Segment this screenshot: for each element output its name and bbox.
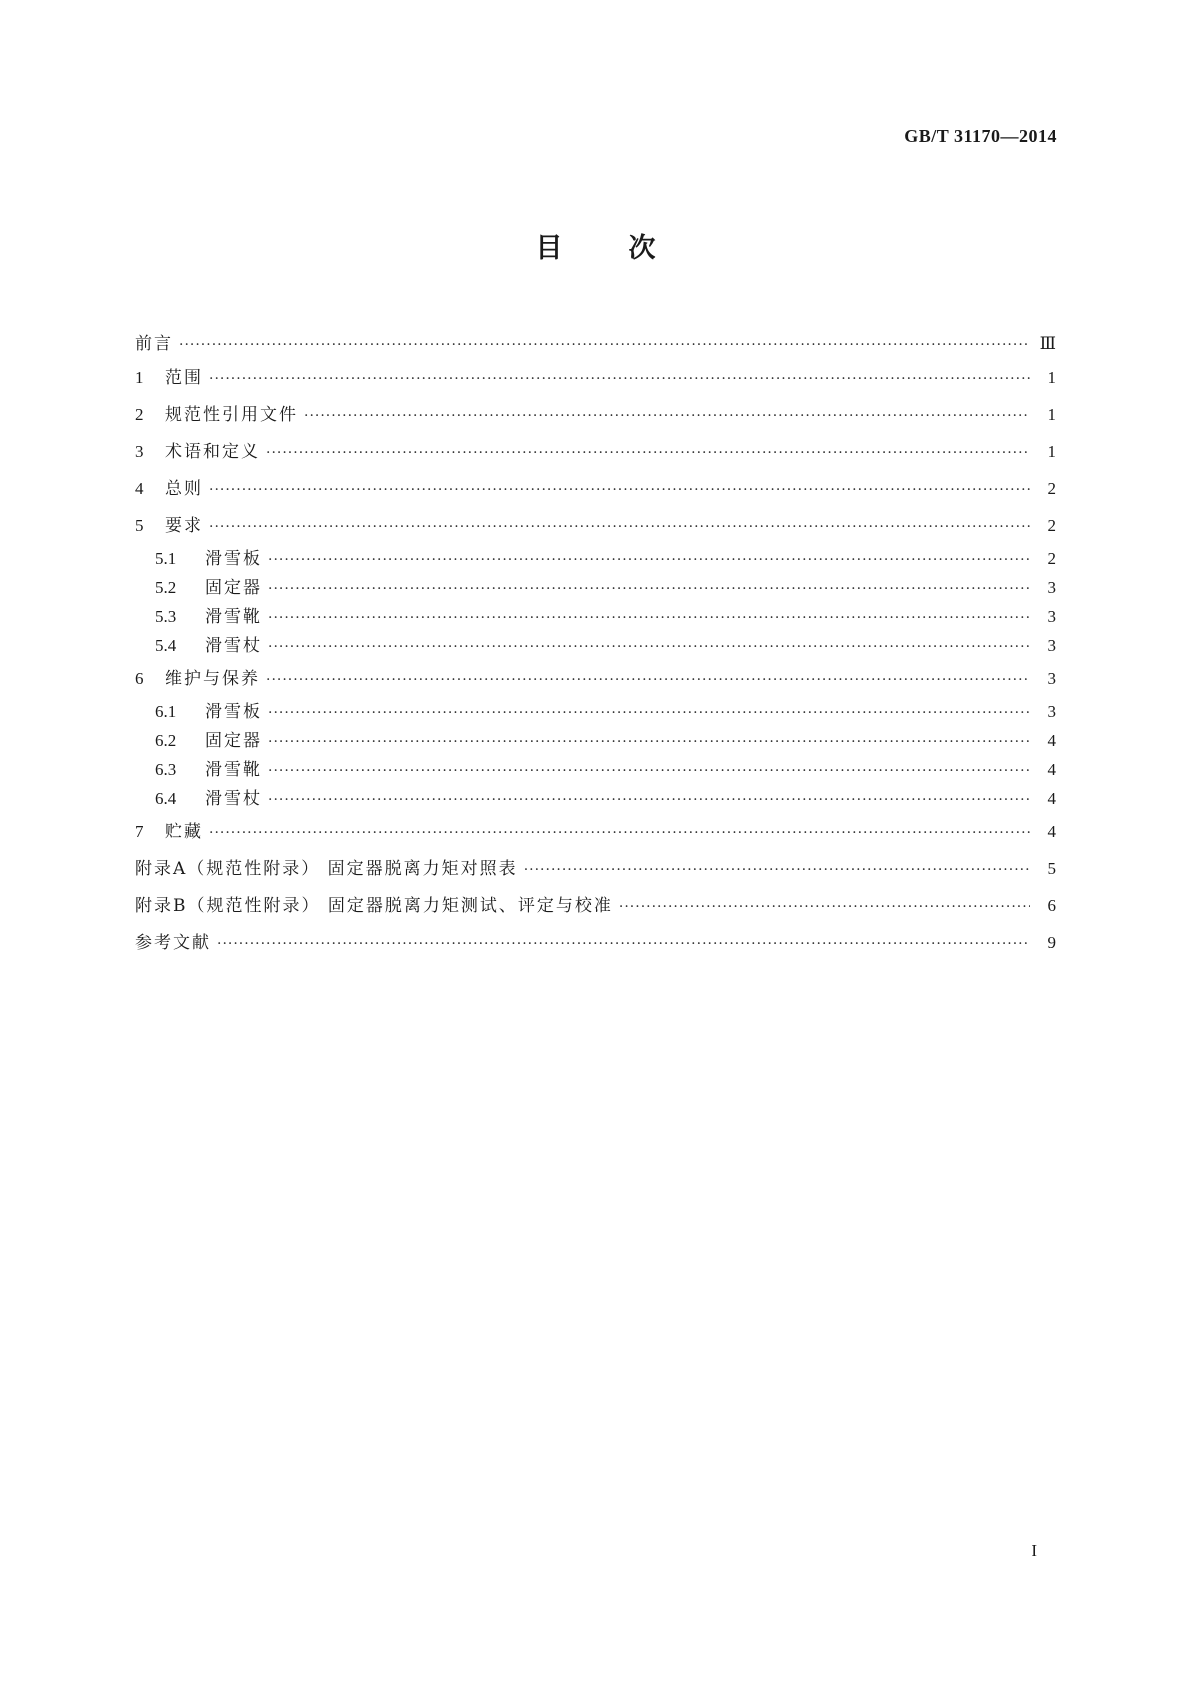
toc-entry[interactable] bbox=[135, 470, 1056, 507]
toc-entry-number: 6.1 bbox=[155, 702, 177, 721]
toc-entry-label: 滑雪靴 bbox=[205, 607, 262, 627]
toc-leader-dots bbox=[268, 633, 1030, 662]
toc-entry[interactable] bbox=[135, 396, 1056, 433]
toc-entry[interactable] bbox=[135, 726, 1056, 755]
toc-entry-label: 滑雪板 bbox=[205, 549, 262, 569]
toc-entry-page: 2 bbox=[1047, 479, 1056, 498]
toc-leader-dots bbox=[304, 398, 1030, 435]
toc-entry-page: 3 bbox=[1047, 702, 1056, 721]
toc-entry-number: 5 bbox=[135, 516, 144, 535]
toc-entry-label: 附录B（规范性附录） 固定器脱离力矩测试、评定与校准 bbox=[135, 896, 613, 916]
toc-entry-label: 维护与保养 bbox=[165, 669, 260, 689]
toc-leader-dots bbox=[268, 757, 1030, 786]
toc-leader-dots bbox=[619, 889, 1030, 926]
toc-entry-label: 贮藏 bbox=[165, 822, 203, 842]
toc-entry-page: 5 bbox=[1047, 859, 1056, 878]
toc-entry-page: 2 bbox=[1047, 549, 1056, 568]
toc-entry-number: 5.1 bbox=[155, 549, 177, 568]
toc-entry-label: 要求 bbox=[165, 516, 203, 536]
toc-entry-page: 1 bbox=[1047, 442, 1056, 461]
toc-entry-label: 总则 bbox=[165, 479, 203, 499]
toc-entry-label: 术语和定义 bbox=[165, 442, 260, 462]
toc-leader-dots bbox=[209, 361, 1030, 398]
toc-entry[interactable] bbox=[135, 697, 1056, 726]
toc-entry-page: 4 bbox=[1047, 822, 1056, 841]
toc-entry[interactable] bbox=[135, 887, 1056, 924]
toc-entry[interactable] bbox=[135, 784, 1056, 813]
toc-entry[interactable] bbox=[135, 660, 1056, 697]
toc-entry-label: 滑雪靴 bbox=[205, 760, 262, 780]
toc-entry[interactable] bbox=[135, 328, 1056, 359]
toc-entry[interactable] bbox=[135, 573, 1056, 602]
table-of-contents bbox=[135, 328, 1056, 961]
toc-leader-dots bbox=[266, 435, 1030, 472]
toc-leader-dots bbox=[209, 509, 1030, 546]
toc-entry-number: 6.2 bbox=[155, 731, 177, 750]
toc-entry-number: 4 bbox=[135, 479, 144, 498]
toc-entry-number: 5.4 bbox=[155, 636, 177, 655]
toc-entry-label: 固定器 bbox=[205, 731, 262, 751]
toc-leader-dots bbox=[179, 330, 1030, 361]
toc-entry-page: 9 bbox=[1047, 933, 1056, 952]
toc-leader-dots bbox=[268, 604, 1030, 633]
toc-entry[interactable] bbox=[135, 924, 1056, 961]
standard-number: GB/T 31170—2014 bbox=[904, 126, 1057, 146]
toc-entry[interactable] bbox=[135, 631, 1056, 660]
toc-entry[interactable] bbox=[135, 544, 1056, 573]
toc-entry-page: 3 bbox=[1047, 607, 1056, 626]
toc-leader-dots bbox=[268, 546, 1030, 575]
toc-entry-number: 1 bbox=[135, 368, 144, 387]
toc-entry-number: 7 bbox=[135, 822, 144, 841]
toc-entry[interactable] bbox=[135, 602, 1056, 631]
toc-entry-page: 3 bbox=[1047, 578, 1056, 597]
toc-entry-label: 滑雪板 bbox=[205, 702, 262, 722]
toc-entry-label: 滑雪杖 bbox=[205, 636, 262, 656]
toc-entry-number: 6.3 bbox=[155, 760, 177, 779]
toc-leader-dots bbox=[217, 926, 1030, 963]
toc-entry-page: 4 bbox=[1047, 760, 1056, 779]
toc-entry-label: 前言 bbox=[135, 334, 173, 354]
toc-entry-number: 6 bbox=[135, 669, 144, 688]
toc-leader-dots bbox=[266, 662, 1030, 699]
toc-entry-label: 固定器 bbox=[205, 578, 262, 598]
toc-entry-label: 范围 bbox=[165, 368, 203, 388]
toc-entry-page: 4 bbox=[1047, 731, 1056, 750]
toc-entry[interactable] bbox=[135, 359, 1056, 396]
toc-leader-dots bbox=[268, 728, 1030, 757]
toc-leader-dots bbox=[268, 786, 1030, 815]
toc-entry-label: 参考文献 bbox=[135, 933, 211, 953]
toc-title: 目次 bbox=[535, 233, 722, 264]
toc-entry-number: 6.4 bbox=[155, 789, 177, 808]
toc-entry-page: 1 bbox=[1047, 368, 1056, 387]
toc-entry-number: 5.2 bbox=[155, 578, 177, 597]
toc-entry-page: Ⅲ bbox=[1039, 334, 1056, 353]
toc-entry[interactable] bbox=[135, 850, 1056, 887]
toc-leader-dots bbox=[268, 575, 1030, 604]
toc-entry[interactable] bbox=[135, 507, 1056, 544]
toc-entry-label: 规范性引用文件 bbox=[165, 405, 298, 425]
toc-leader-dots bbox=[209, 815, 1030, 852]
toc-entry-number: 3 bbox=[135, 442, 144, 461]
toc-entry-page: 3 bbox=[1047, 636, 1056, 655]
toc-entry-page: 6 bbox=[1047, 896, 1056, 915]
toc-entry-label: 附录A（规范性附录） 固定器脱离力矩对照表 bbox=[135, 859, 518, 879]
toc-entry-label: 滑雪杖 bbox=[205, 789, 262, 809]
toc-entry-page: 4 bbox=[1047, 789, 1056, 808]
toc-leader-dots bbox=[209, 472, 1030, 509]
toc-entry[interactable] bbox=[135, 755, 1056, 784]
toc-leader-dots bbox=[268, 699, 1030, 728]
toc-entry-page: 3 bbox=[1047, 669, 1056, 688]
toc-entry[interactable] bbox=[135, 433, 1056, 470]
toc-entry-number: 5.3 bbox=[155, 607, 177, 626]
toc-entry-page: 2 bbox=[1047, 516, 1056, 535]
toc-entry[interactable] bbox=[135, 813, 1056, 850]
toc-entry-page: 1 bbox=[1047, 405, 1056, 424]
toc-entry-number: 2 bbox=[135, 405, 144, 424]
page-number: I bbox=[1031, 1541, 1037, 1560]
toc-leader-dots bbox=[524, 852, 1030, 889]
